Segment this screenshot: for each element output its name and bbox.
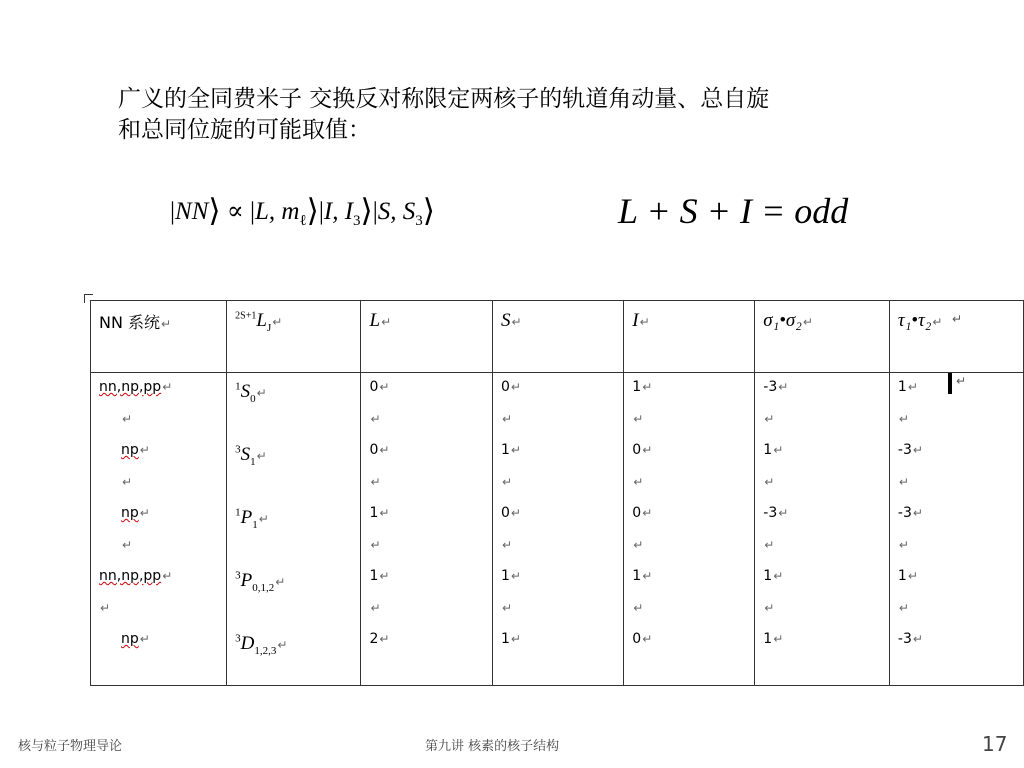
table-cell: ↵ (633, 537, 644, 552)
table-cell: ↵ (122, 411, 133, 426)
row-end-mark: ↵ (952, 312, 963, 326)
table-cell: $^1S_0↵$ (235, 381, 267, 406)
table-cell: $^1P_1↵$ (235, 507, 269, 532)
table-cell: ↵ (764, 537, 775, 552)
table-cell: ↵ (898, 537, 909, 552)
table-cell: ↵ (370, 537, 381, 552)
table-cell: -3↵ (897, 631, 923, 647)
table-cell: ↵ (898, 474, 909, 489)
table-cell: 1↵ (763, 631, 784, 647)
page-number: 17 (982, 732, 1008, 756)
table-cell: ↵ (501, 474, 513, 489)
L-column (361, 373, 492, 686)
header-system: NN 系统↵ (91, 301, 227, 373)
system-column (91, 373, 227, 686)
table-cell: 0↵ (500, 505, 521, 521)
table-cell: np↵ (121, 505, 150, 521)
table-cell: np↵ (121, 442, 150, 458)
proportional-symbol: ∝ (226, 198, 244, 225)
ket-orbital: L, m (255, 198, 300, 225)
table-cell: 1↵ (897, 379, 918, 395)
header-L: L↵ (361, 301, 492, 373)
table-cell: 1↵ (369, 505, 390, 521)
S-column (492, 373, 623, 686)
parity-rule-equation: L + S + I = odd (618, 191, 849, 231)
intro-line-1: 广义的全同费米子 交换反对称限定两核子的轨道角动量、总自旋 (118, 86, 770, 112)
table-cell: 1↵ (500, 568, 521, 584)
table-cell: $^3P_{0,1,2}↵$ (235, 570, 286, 595)
table-cell: 1↵ (369, 568, 390, 584)
intro-text (118, 84, 938, 146)
table-cell: 1↵ (763, 568, 784, 584)
header-tau: τ₁•τ₂↵ (889, 301, 1023, 373)
ket-nn: NN (175, 198, 209, 225)
table-cell: ↵ (898, 600, 909, 615)
table-cell (235, 472, 360, 504)
ket-spin-sub: 3 (415, 213, 423, 229)
table-cell (235, 409, 360, 441)
table-cell: -3↵ (763, 505, 789, 521)
table-cell: ↵ (633, 474, 644, 489)
I-column (624, 373, 755, 686)
header-sigma: σ₁•σ₂↵ (755, 301, 890, 373)
header-term: $^{2S+1}L_J↵$ (227, 301, 361, 373)
table-cell: 1↵ (500, 631, 521, 647)
table-cell: -3↵ (763, 379, 789, 395)
table-cell: 1↵ (632, 568, 653, 584)
table-cell: 1↵ (632, 379, 653, 395)
table-cell: 1↵ (897, 568, 918, 584)
tau-column (889, 373, 1023, 686)
table-cell: ↵ (122, 474, 133, 489)
table-cell: 0↵ (632, 631, 653, 647)
table-cell: -3↵ (897, 505, 923, 521)
table-cell: ↵ (122, 537, 133, 552)
row-end-mark: ↵ (956, 374, 967, 388)
table-cell: $^3D_{1,2,3}↵$ (235, 633, 288, 658)
ket-orbital-sub: ℓ (299, 213, 307, 229)
footer-lecture-title: 第九讲 核素的核子结构 (425, 739, 560, 754)
table-cell: ↵ (501, 411, 513, 426)
table-cell: 0↵ (500, 379, 521, 395)
table-cell: ↵ (370, 600, 381, 615)
table-cell: ↵ (764, 474, 775, 489)
term-column (227, 373, 361, 686)
table-cell: np↵ (121, 631, 150, 647)
table-cell: $^3S_1↵$ (235, 444, 267, 469)
sigma-column (755, 373, 890, 686)
table-cell: 2↵ (369, 631, 390, 647)
table-cell: 0↵ (632, 442, 653, 458)
table-cell: 0↵ (369, 442, 390, 458)
header-S: S↵ (492, 301, 623, 373)
table-cell: 1↵ (500, 442, 521, 458)
table-cell: nn,np,pp↵ (99, 568, 173, 584)
table-cell: ↵ (633, 411, 644, 426)
table-cell: ↵ (764, 600, 775, 615)
header-I: I↵ (624, 301, 755, 373)
table-cell: 0↵ (632, 505, 653, 521)
intro-line-2: 和总同位旋的可能取值： (118, 117, 371, 143)
ket-spin: S, S (377, 198, 416, 225)
state-equation: |NN⟩ ∝ |L, $m_\ell⟩|I$, $I_3⟩|S$, $S_3⟩$ (170, 193, 435, 229)
table-cell (235, 598, 360, 630)
table-cell: ↵ (633, 600, 644, 615)
table-body-row (91, 373, 1024, 686)
table-header-row (91, 301, 1024, 373)
table-cell: ↵ (898, 411, 909, 426)
ket-isospin-sub: 3 (353, 213, 361, 229)
table-cell: ↵ (370, 411, 381, 426)
ket-isospin: I, I (323, 198, 354, 225)
table-cell: ↵ (100, 600, 111, 615)
table-cell: nn,np,pp↵ (99, 379, 173, 395)
table-cell: ↵ (764, 411, 775, 426)
table-cell: -3↵ (897, 442, 923, 458)
table-cell (235, 535, 360, 567)
table-cell: ↵ (370, 474, 381, 489)
table-cell: ↵ (501, 537, 513, 552)
table-cell: 0↵ (369, 379, 390, 395)
nn-system-table (90, 300, 1024, 686)
footer-course-title: 核与粒子物理导论 (18, 739, 123, 754)
table-cell: ↵ (501, 600, 513, 615)
table-cell: 1↵ (763, 442, 784, 458)
